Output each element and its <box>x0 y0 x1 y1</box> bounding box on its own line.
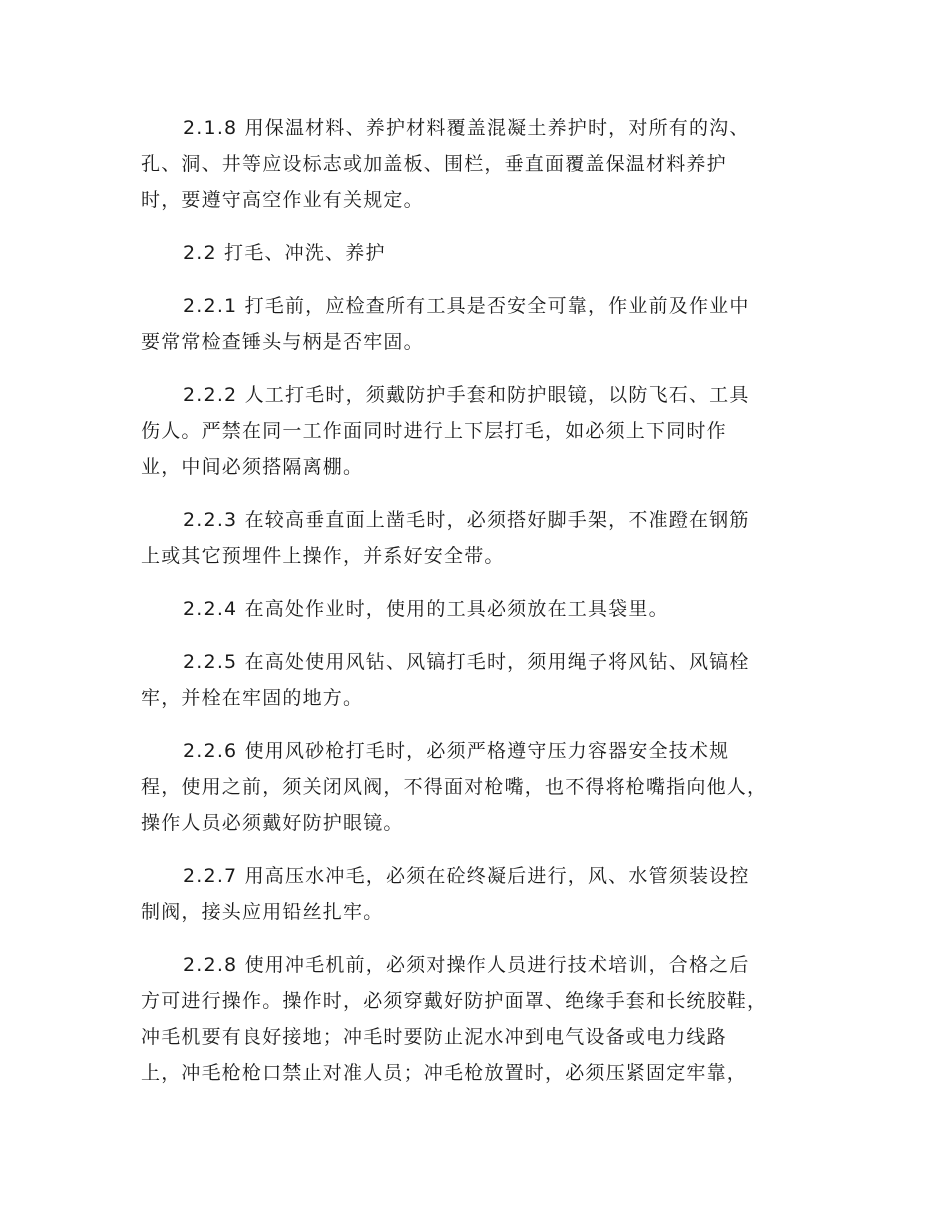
paragraph-2-1-8 <box>141 110 809 218</box>
text-line: 2.2.2 人工打毛时，须戴防护手套和防护眼镜，以防飞石、工具 <box>183 384 750 406</box>
paragraph-2-2-4 <box>141 591 809 627</box>
text-line: 2.2.6 使用风砂枪打毛时，必须严格遵守压力容器安全技术规 <box>183 740 730 762</box>
text-line: 牢，并栓在牢固的地方。 <box>141 687 364 709</box>
paragraph-2-2-5 <box>141 644 809 716</box>
paragraph-2-2-7 <box>141 858 809 930</box>
paragraph-2-2-3 <box>141 502 809 574</box>
document-body <box>141 110 809 1108</box>
text-line: 2.2.1 打毛前，应检查所有工具是否安全可靠，作业前及作业中 <box>183 295 750 317</box>
text-line: 2.1.8 用保温材料、养护材料覆盖混凝土养护时，对所有的沟、 <box>183 117 750 139</box>
text-line: 2.2 打毛、冲洗、养护 <box>183 242 386 264</box>
section-heading-2-2 <box>141 235 809 271</box>
text-line: 2.2.5 在高处使用风钻、风镐打毛时，须用绳子将风钻、风镐栓 <box>183 651 750 673</box>
paragraph-2-2-2 <box>141 377 809 485</box>
paragraph-2-2-6 <box>141 733 809 841</box>
text-line: 2.2.8 使用冲毛机前，必须对操作人员进行技术培训，合格之后 <box>183 954 750 976</box>
text-line: 业，中间必须搭隔离棚。 <box>141 456 364 478</box>
text-line: 制阀，接头应用铅丝扎牢。 <box>141 901 384 923</box>
text-line: 要常常检查锤头与柄是否牢固。 <box>141 331 424 353</box>
text-line: 上，冲毛枪枪口禁止对准人员；冲毛枪放置时，必须压紧固定牢靠， <box>141 1062 748 1084</box>
text-line: 时，要遵守高空作业有关规定。 <box>141 189 424 211</box>
text-line: 2.2.4 在高处作业时，使用的工具必须放在工具袋里。 <box>183 598 669 620</box>
text-line: 操作人员必须戴好防护眼镜。 <box>141 812 404 834</box>
text-line: 伤人。严禁在同一工作面同时进行上下层打毛，如必须上下同时作 <box>141 420 727 442</box>
paragraph-2-2-8 <box>141 947 809 1091</box>
text-line: 2.2.7 用高压水冲毛，必须在砼终凝后进行，风、水管须装设控 <box>183 865 750 887</box>
text-line: 上或其它预埋件上操作，并系好安全带。 <box>141 545 505 567</box>
text-line: 方可进行操作。操作时，必须穿戴好防护面罩、绝缘手套和长统胶鞋， <box>141 990 768 1012</box>
text-line: 孔、洞、井等应设标志或加盖板、围栏，垂直面覆盖保温材料养护 <box>141 153 727 175</box>
text-line: 2.2.3 在较高垂直面上凿毛时，必须搭好脚手架，不准蹬在钢筋 <box>183 509 750 531</box>
text-line: 程，使用之前，须关闭风阀，不得面对枪嘴，也不得将枪嘴指向他人， <box>141 776 768 798</box>
text-line: 冲毛机要有良好接地；冲毛时要防止泥水冲到电气设备或电力线路 <box>141 1026 727 1048</box>
paragraph-2-2-1 <box>141 288 809 360</box>
